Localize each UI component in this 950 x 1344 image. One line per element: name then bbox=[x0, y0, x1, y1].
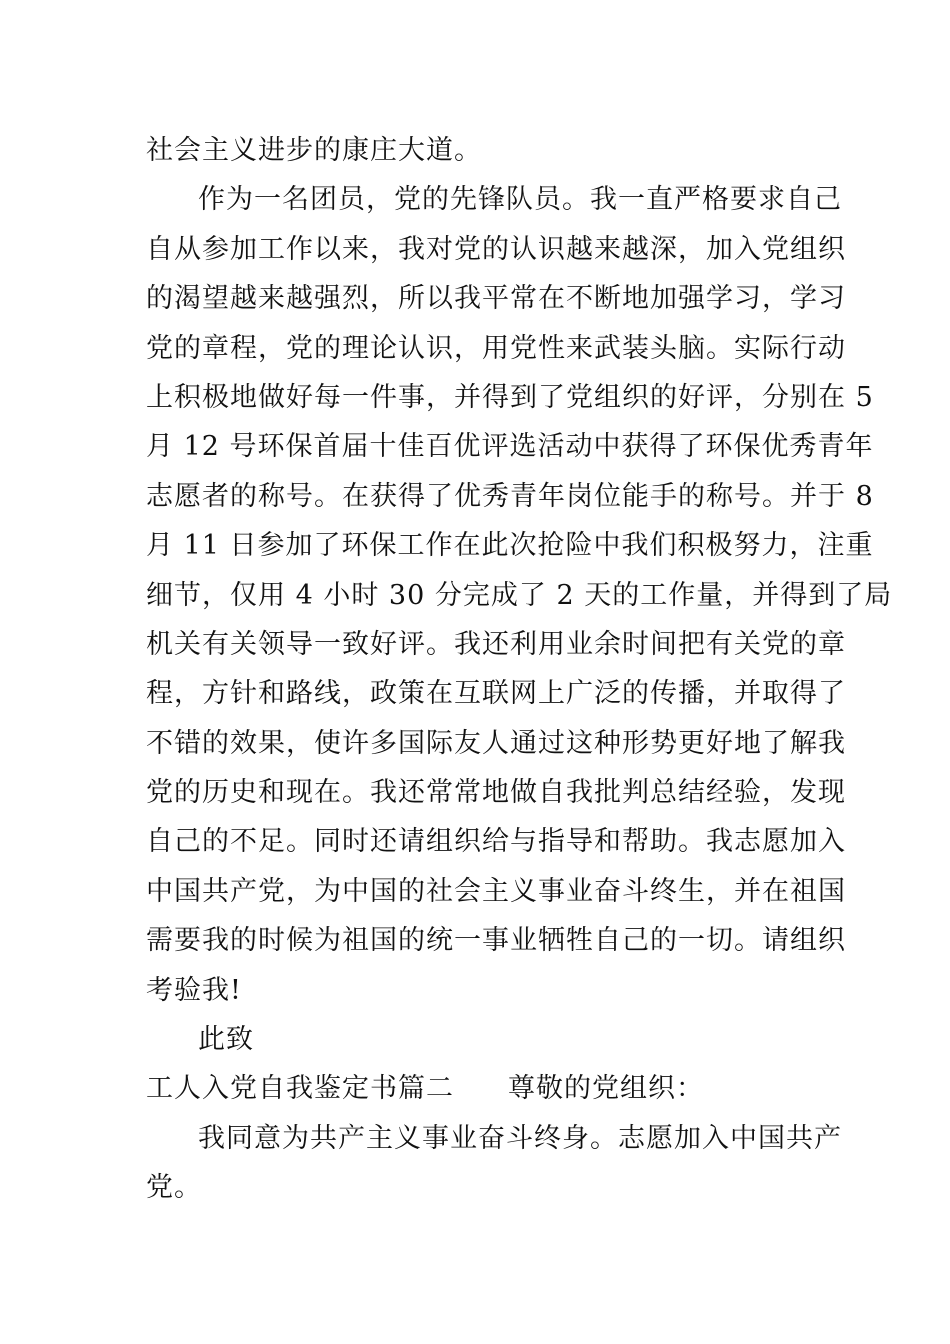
text-line: 志愿者的称号。在获得了优秀青年岗位能手的称号。并于 8 bbox=[146, 480, 874, 512]
closing-salutation: 此致 bbox=[198, 1024, 254, 1056]
section-title: 工人入党自我鉴定书篇二 bbox=[146, 1073, 454, 1105]
paragraph-start-line: 我同意为共产主义事业奋斗终身。志愿加入中国共产 bbox=[198, 1122, 842, 1154]
text-line: 月 12 号环保首届十佳百优评选活动中获得了环保优秀青年 bbox=[146, 431, 874, 463]
text-line: 需要我的时候为祖国的统一事业牺牲自己的一切。请组织 bbox=[146, 925, 846, 957]
document-body bbox=[146, 126, 893, 1213]
text-line: 细节，仅用 4 小时 30 分完成了 2 天的工作量，并得到了局 bbox=[146, 579, 893, 611]
section-heading-line bbox=[146, 1064, 812, 1113]
text-line: 程，方针和路线，政策在互联网上广泛的传播，并取得了 bbox=[146, 678, 846, 710]
text-line: 中国共产党，为中国的社会主义事业奋斗终生，并在祖国 bbox=[146, 875, 846, 907]
paragraph-start-line: 作为一名团员，党的先锋队员。我一直严格要求自己 bbox=[198, 184, 842, 216]
text-line: 自从参加工作以来，我对党的认识越来越深，加入党组织 bbox=[146, 233, 846, 265]
text-line: 党的章程，党的理论认识，用党性来武装头脑。实际行动 bbox=[146, 332, 846, 364]
text-line: 党的历史和现在。我还常常地做自我批判总结经验，发现 bbox=[146, 777, 846, 809]
text-line: 机关有关领导一致好评。我还利用业余时间把有关党的章 bbox=[146, 628, 846, 660]
text-line: 自己的不足。同时还请组织给与指导和帮助。我志愿加入 bbox=[146, 826, 846, 858]
text-line: 上积极地做好每一件事，并得到了党组织的好评，分别在 5 bbox=[146, 381, 874, 413]
salutation: 尊敬的党组织： bbox=[508, 1073, 704, 1105]
text-line: 党。 bbox=[146, 1172, 202, 1204]
text-line: 月 11 日参加了环保工作在此次抢险中我们积极努力，注重 bbox=[146, 530, 874, 562]
text-line: 社会主义进步的康庄大道。 bbox=[146, 135, 482, 166]
text-line: 的渴望越来越强烈，所以我平常在不断地加强学习，学习 bbox=[146, 283, 846, 315]
text-line: 考验我! bbox=[146, 974, 242, 1006]
text-line: 不错的效果，使许多国际友人通过这种形势更好地了解我 bbox=[146, 727, 846, 759]
